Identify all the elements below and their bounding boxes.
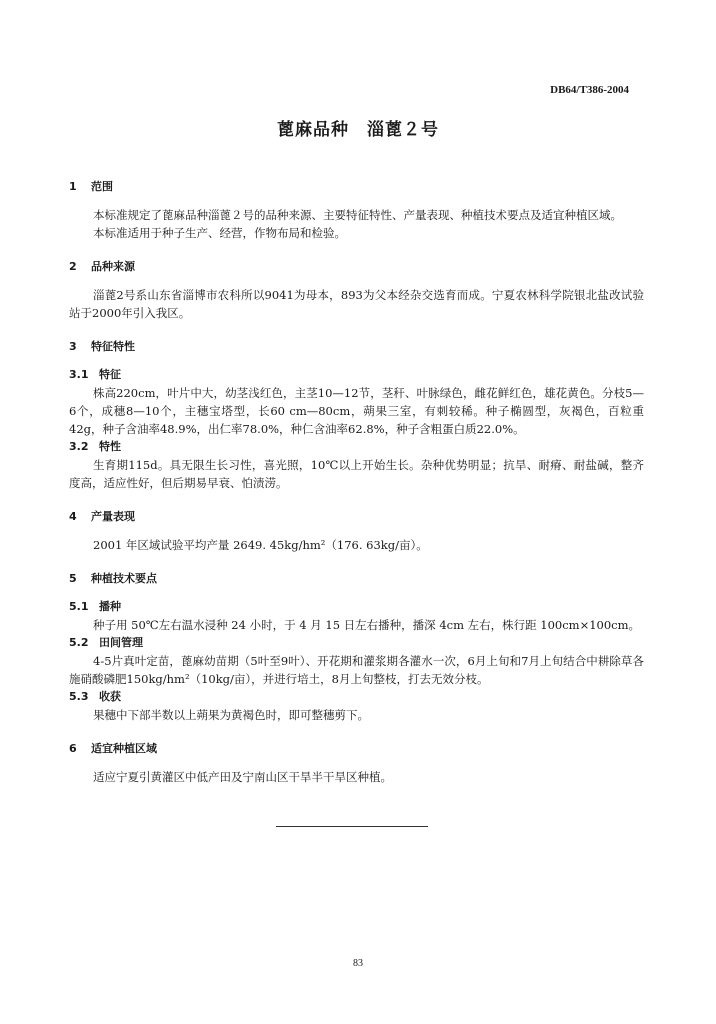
subsection-number: 5.2: [69, 636, 89, 649]
section-title: 种植技术要点: [91, 572, 157, 585]
standard-code: DB64/T386-2004: [550, 84, 629, 96]
subsection-title: 田间管理: [99, 636, 143, 649]
section-heading-yield: [69, 508, 644, 526]
section-title: 品种来源: [91, 260, 135, 273]
subsection-number: 3.1: [69, 368, 89, 381]
subsection-title: 特征: [99, 368, 121, 381]
subsection-number: 3.2: [69, 440, 89, 453]
end-divider: [276, 826, 428, 827]
paragraph: 本标准适用于种子生产、经营，作物布局和检验。: [93, 226, 346, 240]
section-heading-characteristics: [69, 338, 644, 356]
subsection-number: 5.1: [69, 600, 89, 613]
subsection-heading-features: [69, 366, 644, 384]
section-number: 1: [69, 180, 77, 193]
paragraph: 株高220cm，叶片中大，幼茎浅红色，主茎10—12节，茎秆、叶脉绿色，雌花鲜红色，雄花黄色。分枝5—6个，成穗8—10个，主穗宝塔型，长60 cm—80cm，蒴果三室，有刺较稀。种子椭圆型，灰褐色，百粒重42g，种子含油率48.9%，出仁率78.0%，种仁含油率62.8%，种子含粗蛋白质22.0%。: [69, 386, 644, 436]
section-number: 2: [69, 260, 77, 273]
subsection-title: 特性: [99, 440, 121, 453]
title-part-2: 淄蓖２号: [367, 120, 439, 140]
paragraph: 适应宁夏引黄灌区中低产田及宁南山区干旱半干旱区种植。: [93, 770, 392, 784]
page-number: 83: [353, 958, 363, 969]
subsection-number: 5.3: [69, 690, 89, 703]
paragraph: 2001 年区域试验平均产量 2649. 45kg/hm²（176. 63kg/亩）。: [93, 538, 428, 552]
subsection-title: 收获: [99, 690, 121, 703]
section-heading-origin: [69, 258, 644, 276]
section-number: 6: [69, 742, 77, 755]
paragraph: 本标准规定了蓖麻品种淄蓖２号的品种来源、主要特征特性、产量表现、种植技术要点及适宜种植区域。: [93, 208, 622, 222]
paragraph: 淄蓖2号系山东省淄博市农科所以9041为母本，893为父本经杂交选育而成。宁夏农林科学院银北盐改试验站于2000年引入我区。: [69, 288, 644, 320]
section-number: 3: [69, 340, 77, 353]
subsection-heading-harvest: [69, 688, 644, 706]
section-heading-scope: [69, 178, 644, 196]
subsection-title: 播种: [99, 600, 121, 613]
section-number: 5: [69, 572, 77, 585]
subsection-heading-sowing: [69, 598, 644, 616]
subsection-heading-traits: [69, 438, 644, 456]
section-title: 特征特性: [91, 340, 135, 353]
section-title: 产量表现: [91, 510, 135, 523]
title-part-1: 蓖麻品种: [277, 120, 349, 140]
paragraph: 果穗中下部半数以上蒴果为黄褐色时，即可整穗剪下。: [93, 708, 369, 722]
section-number: 4: [69, 510, 77, 523]
section-heading-cultivation: [69, 570, 644, 588]
document-body: [69, 178, 644, 786]
paragraph: 4-5片真叶定苗，蓖麻幼苗期（5叶至9叶）、开花期和灌浆期各灌水一次，6月上旬和7月上旬结合中耕除草各施硝酸磷肥150kg/hm²（10kg/亩），并进行培土，8月上旬整枝，打去无效分枝。: [69, 654, 644, 686]
subsection-heading-field-management: [69, 634, 644, 652]
paragraph: 生育期115d。具无限生长习性，喜光照，10℃以上开始生长。杂种优势明显；抗旱、耐瘠、耐盐碱，整齐度高，适应性好，但后期易早衰、怕渍涝。: [69, 458, 644, 490]
section-title: 适宜种植区域: [91, 742, 157, 755]
document-title: [0, 115, 716, 140]
paragraph: 种子用 50℃左右温水浸种 24 小时，于 4 月 15 日左右播种，播深 4cm 左右，株行距 100cm×100cm。: [93, 618, 641, 632]
section-heading-suitable-area: [69, 740, 644, 758]
section-title: 范围: [91, 180, 113, 193]
